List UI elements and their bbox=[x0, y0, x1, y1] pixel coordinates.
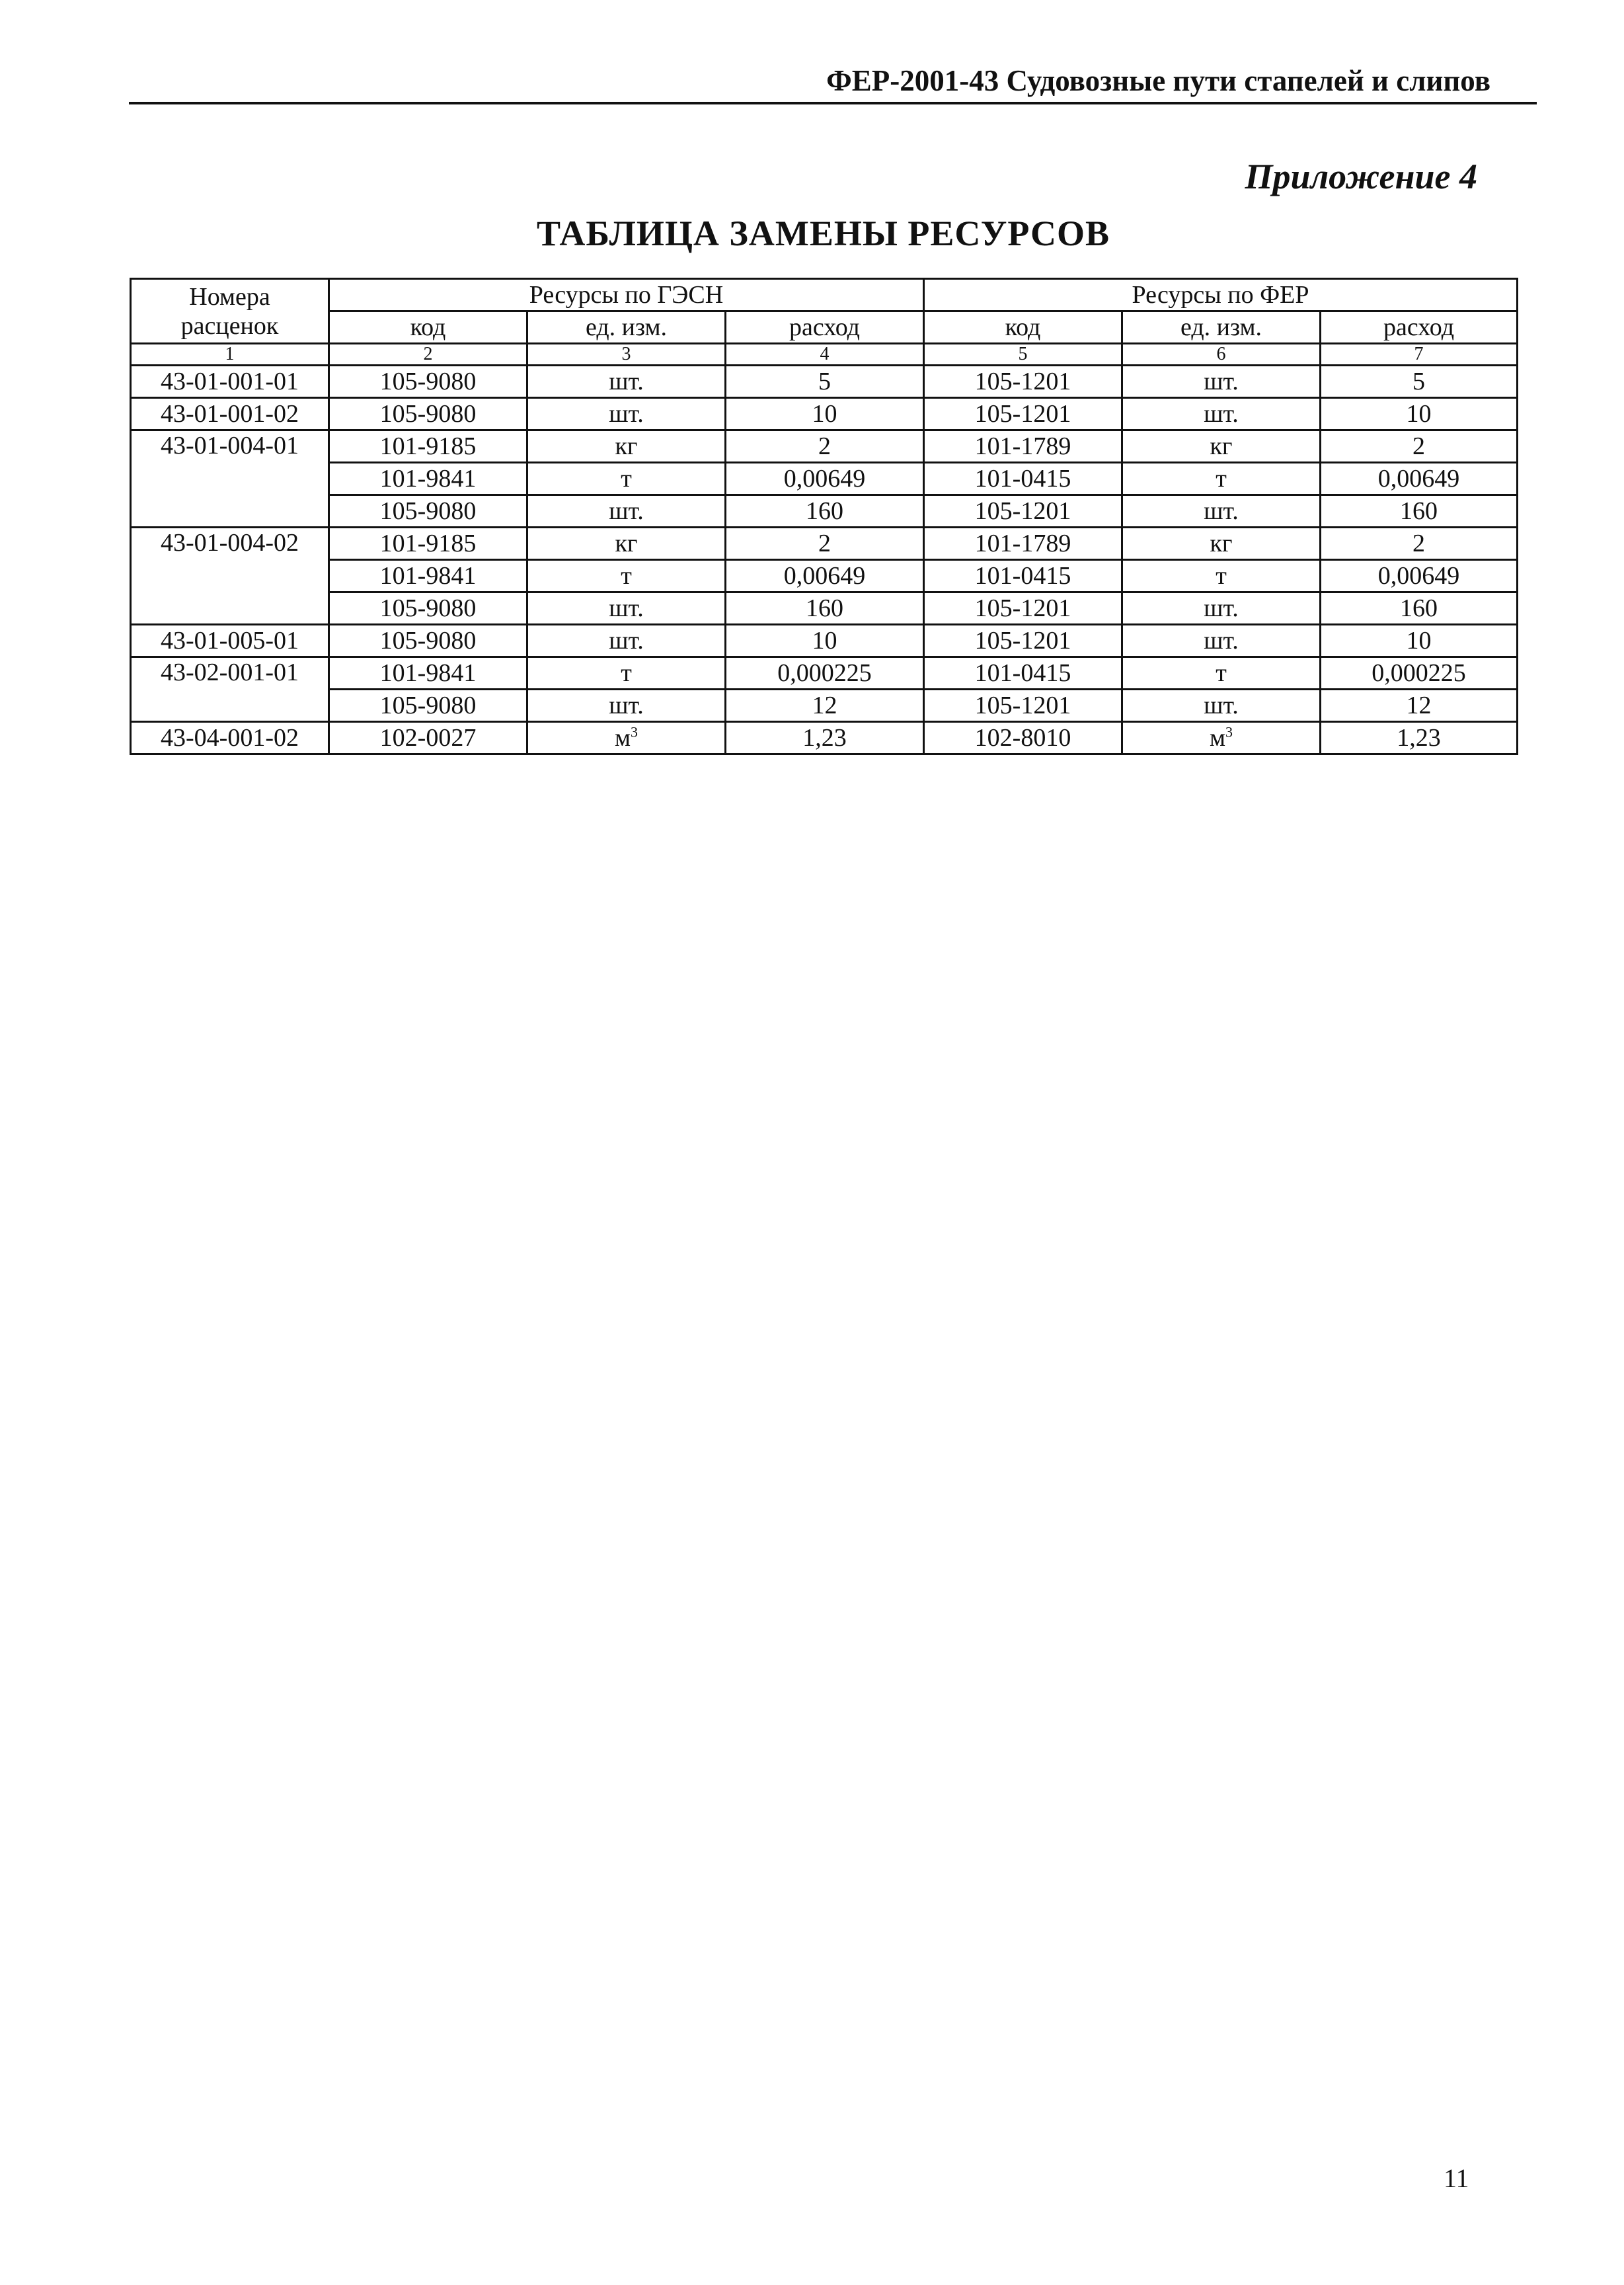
gesn-unit-cell bbox=[527, 722, 726, 754]
rate-number-cell: 43-04-001-02 bbox=[131, 722, 329, 754]
table-body bbox=[131, 366, 1518, 754]
table-row bbox=[131, 430, 1518, 463]
fer-unit-cell: шт. bbox=[1122, 366, 1321, 398]
rate-numbers-header-line2: расценок bbox=[180, 311, 279, 340]
gesn-unit-cell: шт. bbox=[527, 366, 726, 398]
rate-numbers-header-line1: Номера bbox=[189, 282, 270, 311]
gesn-unit-cell: т bbox=[527, 463, 726, 495]
gesn-unit-cell: шт. bbox=[527, 625, 726, 657]
fer-qty-cell: 10 bbox=[1321, 625, 1518, 657]
fer-unit-cell: кг bbox=[1122, 528, 1321, 560]
fer-unit-cell: шт. bbox=[1122, 690, 1321, 722]
header-row-groups bbox=[131, 279, 1518, 311]
gesn-qty-cell: 160 bbox=[726, 592, 924, 625]
gesn-code-cell: 105-9080 bbox=[329, 398, 527, 430]
fer-qty-cell: 0,00649 bbox=[1321, 560, 1518, 592]
fer-unit-superscript: 3 bbox=[1225, 723, 1233, 741]
fer-unit-cell: шт. bbox=[1122, 495, 1321, 528]
gesn-code-cell: 101-9841 bbox=[329, 657, 527, 690]
running-title: ФЕР-2001-43 Судовозные пути стапелей и слипов bbox=[826, 64, 1490, 97]
fer-code-cell: 105-1201 bbox=[924, 398, 1122, 430]
gesn-unit-superscript: 3 bbox=[631, 723, 638, 741]
table-row bbox=[131, 560, 1518, 592]
column-number: 7 bbox=[1321, 344, 1518, 366]
fer-unit-cell: шт. bbox=[1122, 592, 1321, 625]
fer-code-cell: 101-1789 bbox=[924, 430, 1122, 463]
fer-unit-cell: шт. bbox=[1122, 625, 1321, 657]
table-row bbox=[131, 495, 1518, 528]
column-number-row bbox=[131, 344, 1518, 366]
fer-unit-cell: т bbox=[1122, 560, 1321, 592]
fer-qty-cell: 10 bbox=[1321, 398, 1518, 430]
gesn-unit-cell: шт. bbox=[527, 690, 726, 722]
fer-code-cell: 105-1201 bbox=[924, 690, 1122, 722]
gesn-code-cell: 101-9841 bbox=[329, 463, 527, 495]
appendix-label: Приложение 4 bbox=[1245, 157, 1477, 196]
column-number: 1 bbox=[131, 344, 329, 366]
gesn-unit-cell: шт. bbox=[527, 495, 726, 528]
gesn-qty-cell: 0,00649 bbox=[726, 560, 924, 592]
gesn-code-cell: 101-9185 bbox=[329, 528, 527, 560]
fer-qty-cell: 2 bbox=[1321, 528, 1518, 560]
gesn-qty-cell: 0,00649 bbox=[726, 463, 924, 495]
gesn-code-cell: 105-9080 bbox=[329, 625, 527, 657]
page-number: 11 bbox=[1444, 2163, 1469, 2193]
gesn-qty-cell: 10 bbox=[726, 398, 924, 430]
table-row bbox=[131, 722, 1518, 754]
column-number: 3 bbox=[527, 344, 726, 366]
gesn-unit-cell: т bbox=[527, 657, 726, 690]
fer-unit-header: ед. изм. bbox=[1122, 311, 1321, 344]
rate-number-cell: 43-01-001-01 bbox=[131, 366, 329, 398]
rate-number-cell: 43-01-004-02 bbox=[131, 528, 329, 625]
gesn-code-cell: 105-9080 bbox=[329, 366, 527, 398]
fer-code-cell: 105-1201 bbox=[924, 366, 1122, 398]
fer-unit-cell: т bbox=[1122, 463, 1321, 495]
fer-code-cell: 101-1789 bbox=[924, 528, 1122, 560]
fer-consumption-header: расход bbox=[1321, 311, 1518, 344]
fer-code-cell: 105-1201 bbox=[924, 625, 1122, 657]
gesn-unit-cell: шт. bbox=[527, 592, 726, 625]
fer-qty-cell: 160 bbox=[1321, 592, 1518, 625]
rate-number-cell: 43-01-004-01 bbox=[131, 430, 329, 528]
fer-unit-text: м bbox=[1209, 724, 1226, 752]
fer-qty-cell: 2 bbox=[1321, 430, 1518, 463]
fer-qty-cell: 160 bbox=[1321, 495, 1518, 528]
column-number: 6 bbox=[1122, 344, 1321, 366]
gesn-qty-cell: 12 bbox=[726, 690, 924, 722]
gesn-code-cell: 102-0027 bbox=[329, 722, 527, 754]
gesn-qty-cell: 2 bbox=[726, 430, 924, 463]
gesn-qty-cell: 160 bbox=[726, 495, 924, 528]
gesn-code-cell: 105-9080 bbox=[329, 495, 527, 528]
fer-code-cell: 102-8010 bbox=[924, 722, 1122, 754]
fer-unit-cell: шт. bbox=[1122, 398, 1321, 430]
gesn-code-cell: 101-9841 bbox=[329, 560, 527, 592]
gesn-unit-cell: кг bbox=[527, 528, 726, 560]
fer-qty-cell: 12 bbox=[1321, 690, 1518, 722]
rate-number-cell: 43-01-001-02 bbox=[131, 398, 329, 430]
fer-code-cell: 105-1201 bbox=[924, 495, 1122, 528]
gesn-unit-header: ед. изм. bbox=[527, 311, 726, 344]
table-row bbox=[131, 463, 1518, 495]
resource-replacement-table bbox=[130, 278, 1518, 755]
fer-code-cell: 101-0415 bbox=[924, 560, 1122, 592]
column-number: 5 bbox=[924, 344, 1122, 366]
gesn-qty-cell: 10 bbox=[726, 625, 924, 657]
gesn-code-cell: 105-9080 bbox=[329, 592, 527, 625]
fer-qty-cell: 0,000225 bbox=[1321, 657, 1518, 690]
table-row bbox=[131, 625, 1518, 657]
gesn-qty-cell: 1,23 bbox=[726, 722, 924, 754]
gesn-qty-cell: 5 bbox=[726, 366, 924, 398]
rate-number-cell: 43-01-005-01 bbox=[131, 625, 329, 657]
fer-code-cell: 105-1201 bbox=[924, 592, 1122, 625]
table-row bbox=[131, 528, 1518, 560]
fer-qty-cell: 0,00649 bbox=[1321, 463, 1518, 495]
fer-code-cell: 101-0415 bbox=[924, 463, 1122, 495]
gesn-unit-cell: кг bbox=[527, 430, 726, 463]
header-row-columns bbox=[131, 311, 1518, 344]
fer-qty-cell: 1,23 bbox=[1321, 722, 1518, 754]
table-row bbox=[131, 366, 1518, 398]
gesn-qty-cell: 0,000225 bbox=[726, 657, 924, 690]
gesn-code-header: код bbox=[329, 311, 527, 344]
fer-group-header: Ресурсы по ФЕР bbox=[924, 279, 1518, 311]
table-row bbox=[131, 657, 1518, 690]
table-row bbox=[131, 398, 1518, 430]
gesn-code-cell: 101-9185 bbox=[329, 430, 527, 463]
gesn-consumption-header: расход bbox=[726, 311, 924, 344]
fer-qty-cell: 5 bbox=[1321, 366, 1518, 398]
fer-unit-cell bbox=[1122, 722, 1321, 754]
gesn-unit-text: м bbox=[614, 724, 631, 752]
rate-numbers-header bbox=[131, 279, 329, 344]
gesn-code-cell: 105-9080 bbox=[329, 690, 527, 722]
gesn-unit-cell: т bbox=[527, 560, 726, 592]
table-row bbox=[131, 690, 1518, 722]
column-number: 2 bbox=[329, 344, 527, 366]
table-title: ТАБЛИЦА ЗАМЕНЫ РЕСУРСОВ bbox=[537, 214, 1110, 253]
column-number: 4 bbox=[726, 344, 924, 366]
gesn-group-header: Ресурсы по ГЭСН bbox=[329, 279, 924, 311]
table-row bbox=[131, 592, 1518, 625]
fer-code-cell: 101-0415 bbox=[924, 657, 1122, 690]
fer-unit-cell: кг bbox=[1122, 430, 1321, 463]
gesn-unit-cell: шт. bbox=[527, 398, 726, 430]
fer-code-header: код bbox=[924, 311, 1122, 344]
rate-number-cell: 43-02-001-01 bbox=[131, 657, 329, 722]
gesn-qty-cell: 2 bbox=[726, 528, 924, 560]
fer-unit-cell: т bbox=[1122, 657, 1321, 690]
running-header bbox=[129, 61, 1537, 104]
